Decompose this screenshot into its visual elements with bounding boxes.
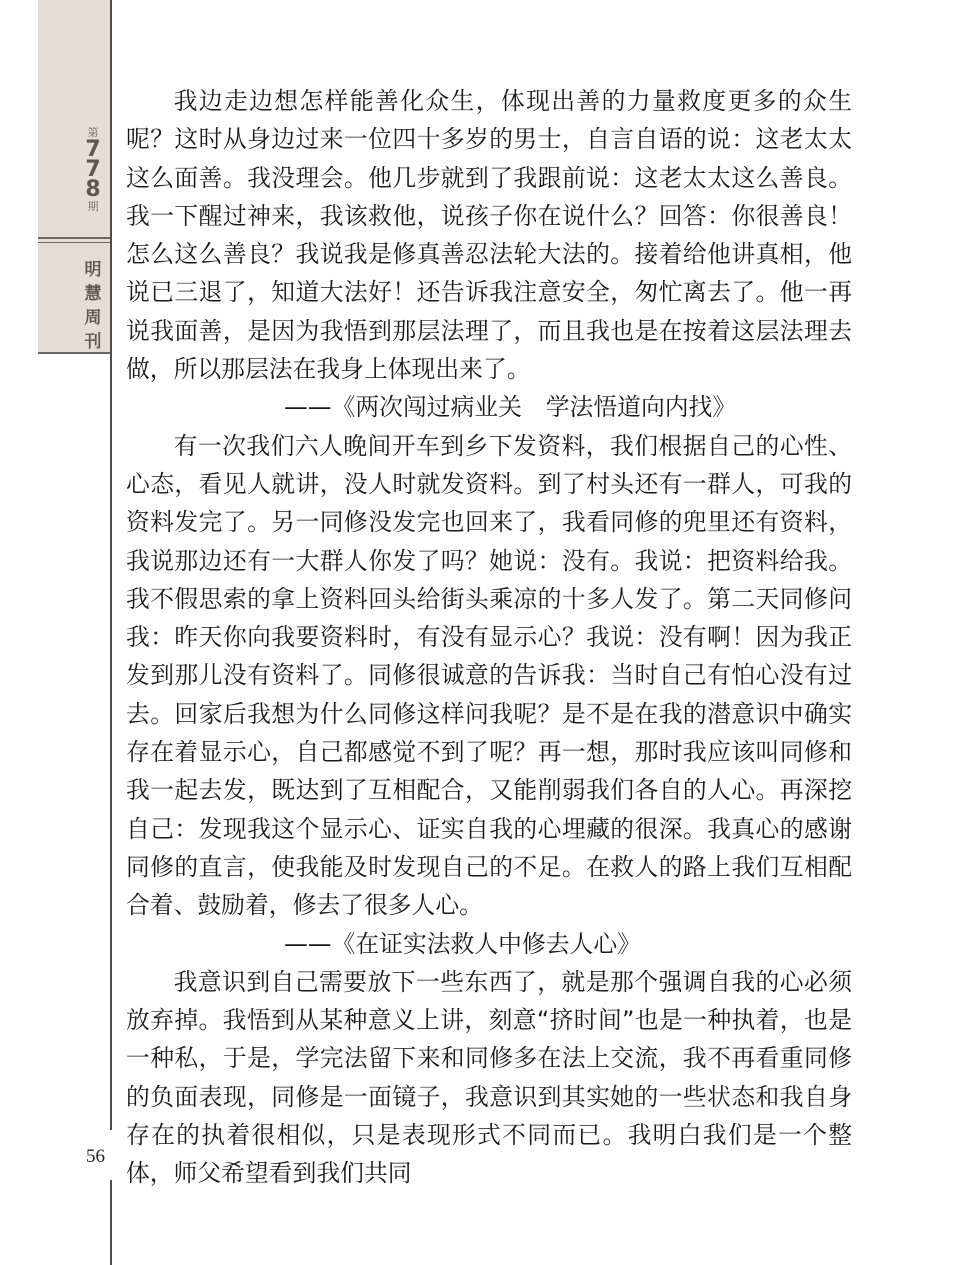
issue-digit: 8: [85, 177, 101, 202]
divider-thick: [38, 237, 110, 239]
page-number: 56: [86, 1146, 105, 1167]
article-body: [126, 82, 852, 1193]
magazine-title-char: 刊: [84, 332, 102, 352]
divider-thin: [38, 242, 110, 243]
paragraph: 我边走边想怎样能善化众生，体现出善的力量救度更多的众生呢？这时从身边过来一位四十多岁的男士，自言自语的说：这老太太这么面善。我没理会。他几步就到了我跟前说：这老太太这么善良。我一下醒过神来，我该救他，说孩子你在说什么？回答：你很善良！怎么这么善良？我说我是修真善忍法轮大法的。接着给他讲真相，他说已三退了，知道大法好！还告诉我注意安全，匆忙离去了。他一再说我面善，是因为我悟到那层法理了，而且我也是在按着这层法理去做，所以那层法在我身上体现出来了。: [126, 87, 852, 384]
source-citation: ——《两次闯过病业关 学法悟道向内找》: [284, 393, 737, 422]
issue-digit: 7: [85, 157, 101, 182]
source-citation: ——《在证实法救人中修去人心》: [284, 929, 641, 958]
issue-label: [80, 126, 106, 214]
magazine-title-char: 周: [84, 308, 102, 328]
paragraph: 有一次我们六人晚间开车到乡下发资料，我们根据自己的心性、心态，看见人就讲，没人时就发资料。到了村头还有一群人，可我的资料发完了。另一同修没发完也回来了，我看同修的兜里还有资料，我说那边还有一大群人你发了吗？她说：没有。我说：把资料给我。我不假思索的拿上资料回头给街头乘凉的十多人发了。第二天同修问我：昨天你向我要资料时，有没有显示心？我说：没有啊！因为我正发到那儿没有资料了。同修很诚意的告诉我：当时自己有怕心没有过去。回家后我想为什么同修这样问我呢？是不是在我的潜意识中确实存在着显示心，自己都感觉不到了呢？再一想，那时我应该叫同修和我一起去发，既达到了互相配合，又能削弱我们各自的人心。再深挖自己：发现我这个显示心、证实自我的心埋藏的很深。我真心的感谢同修的直言，使我能及时发现自己的不足。在救人的路上我们互相配合着、鼓励着，修去了很多人心。: [126, 431, 852, 920]
magazine-title-char: 慧: [84, 284, 102, 304]
issue-prefix: 第: [87, 126, 99, 139]
issue-digit: 7: [85, 137, 101, 162]
issue-suffix: 期: [87, 200, 99, 213]
magazine-title: [80, 258, 106, 354]
margin-rule: [110, 0, 112, 1265]
paragraph: 我意识到自己需要放下一些东西了，就是那个强调自我的心必须放弃掉。我悟到从某种意义上讲，刻意“挤时间”也是一种执着，也是一种私，于是，学完法留下来和同修多在法上交流，我不再看重同修的负面表现，同修是一面镜子，我意识到其实她的一些状态和我自身存在的执着很相似，只是表现形式不同而已。我明白我们是一个整体，师父希望看到我们共同: [126, 967, 852, 1188]
magazine-title-char: 明: [84, 260, 102, 280]
